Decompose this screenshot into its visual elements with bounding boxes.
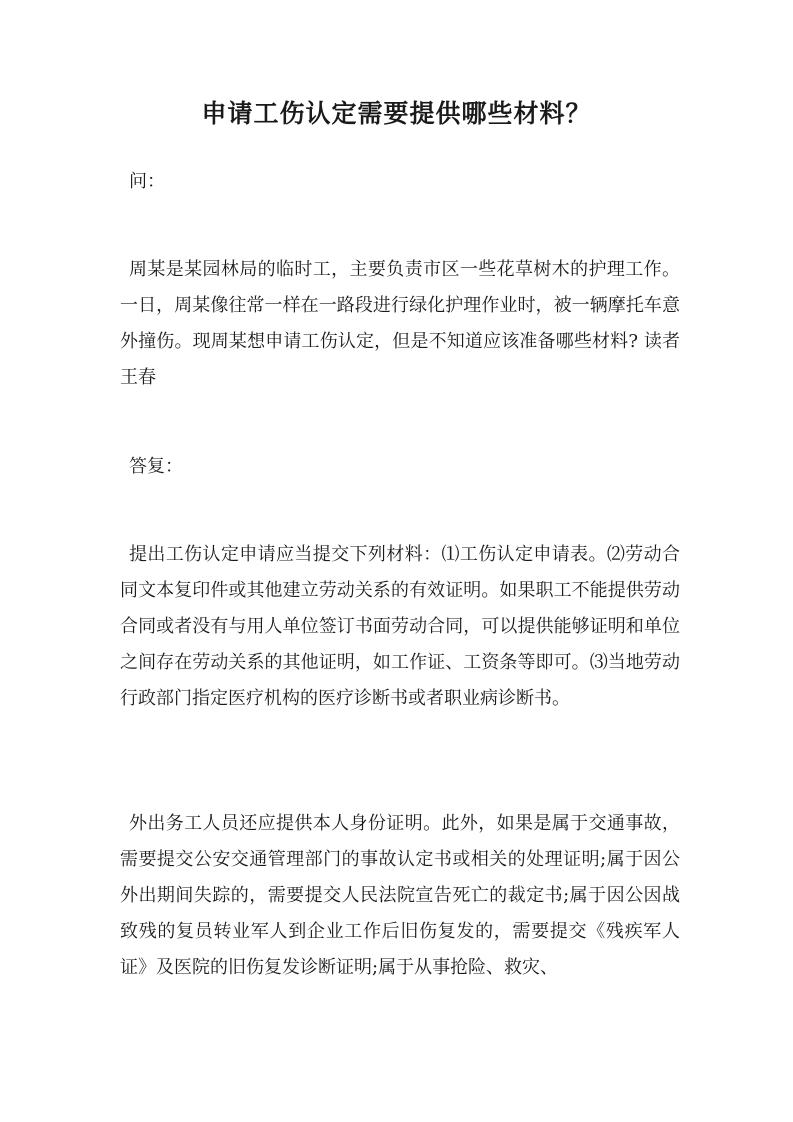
question-label: 问： [129,171,165,192]
answer-paragraph-2: 外出务工人员还应提供本人身份证明。此外，如果是属于交通事故，需要提交公安交通管理部门的事故认定书或相关的处理证明;属于因公外出期间失踪的，需要提交人民法院宣告死亡的裁定书;属于因公因战致残的复员转业军人到企业工作后旧伤复发的，需要提交《残疾军人证》及医院的旧伤复发诊断证明;属于从事抢险、救灾、 [120,813,680,978]
answer-label: 答复： [129,456,183,477]
question-text: 周某是某园林局的临时工，主要负责市区一些花草树木的护理工作。一日，周某像往常一样在一路段进行绿化护理作业时，被一辆摩托车意外撞伤。现周某想申请工伤认定，但是不知道应该准备哪些材料? 读者 王春 [120,259,680,388]
document-title: 申请工伤认定需要提供哪些材料？ [201,99,592,128]
answer-paragraph-1: 提出工伤认定申请应当提交下列材料：⑴工伤认定申请表。⑵劳动合同文本复印件或其他建立劳动关系的有效证明。如果职工不能提供劳动合同或者没有与用人单位签订书面劳动合同，可以提供能够证明和单位之间存在劳动关系的其他证明，如工作证、工资条等即可。⑶当地劳动行政部门指定医疗机构的医疗诊断书或者职业病诊断书。 [120,544,680,709]
